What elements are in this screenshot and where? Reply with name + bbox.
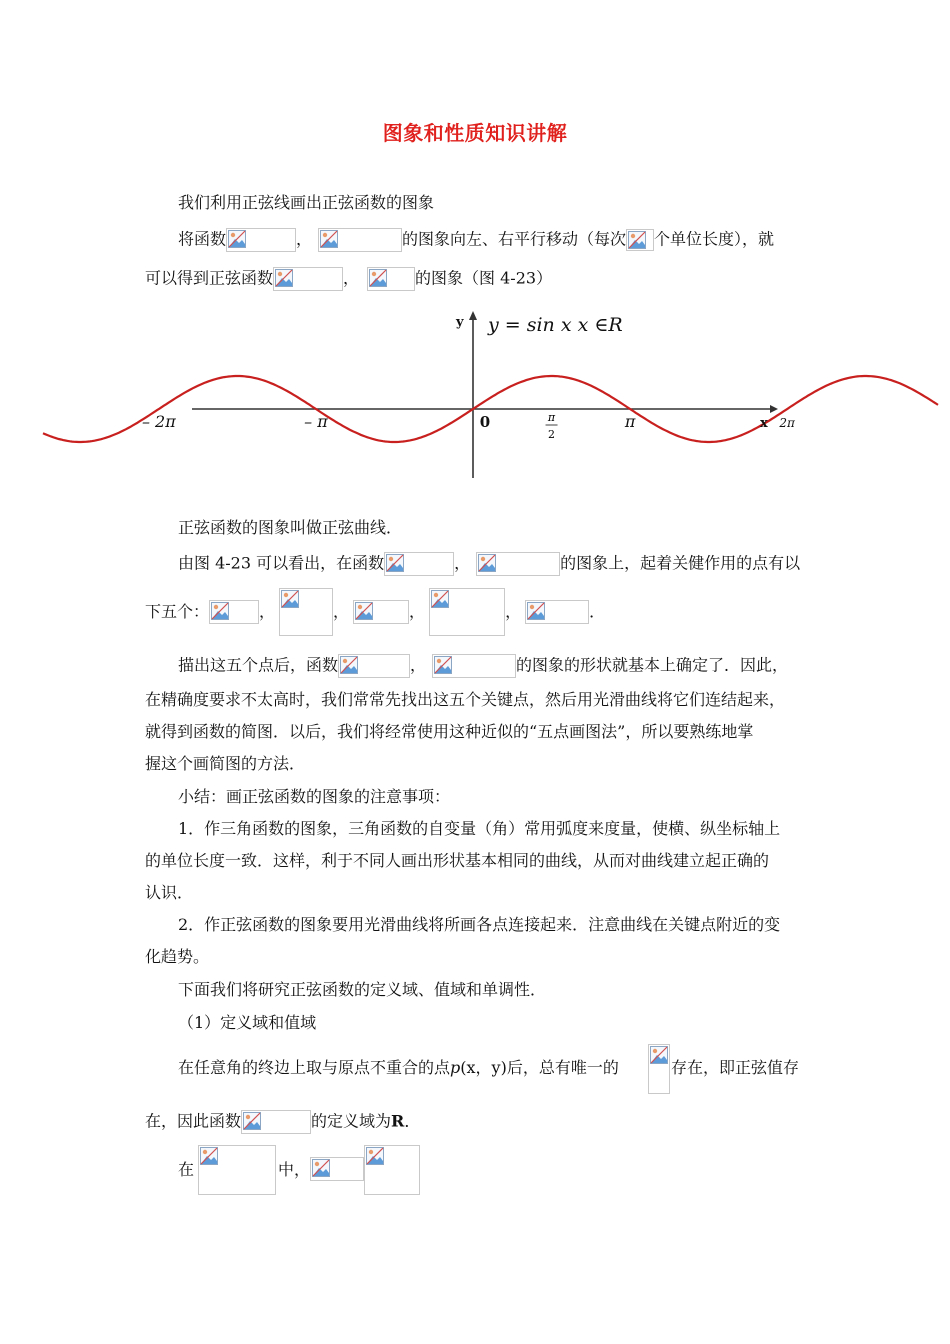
broken-image-icon — [228, 230, 246, 248]
paragraph-text: 在精确度要求不太高时，我们常常先找出这五个关键点，然后用光滑曲线将它们连结起来， — [145, 690, 786, 709]
tick-label-fraction — [546, 411, 558, 441]
text-segment: ． — [404, 1111, 421, 1131]
text-segment: 的图象的形状就基本上确定了．因此， — [516, 655, 789, 675]
formula-image — [338, 654, 410, 678]
text-segment: 在，因此函数 — [145, 1111, 242, 1131]
svg-text:π: π — [547, 411, 556, 424]
summary-heading: 小结：画正弦函数的图象的注意事项： — [178, 787, 451, 806]
paragraph-text: 就得到函数的简图．以后，我们将经常使用这种近似的“五点画图法”，所以要熟练地掌 — [145, 722, 754, 741]
text-segment: 的图象向左、右平行移动（每次 — [402, 229, 627, 249]
svg-text:2: 2 — [548, 428, 556, 441]
formula-image — [241, 1110, 311, 1134]
broken-image-icon — [369, 269, 387, 287]
formula-image — [279, 588, 333, 636]
paragraph-text: 化趋势。 — [145, 947, 210, 966]
paragraph-domain-end: 存在，即正弦值存 — [671, 1058, 800, 1077]
tick-label: – π — [304, 412, 328, 431]
broken-image-icon — [628, 231, 646, 249]
formula-image — [364, 1145, 420, 1195]
text-segment: ， — [333, 602, 350, 621]
broken-image-icon — [366, 1147, 384, 1165]
formula-image — [273, 267, 343, 291]
broken-image-icon — [200, 1147, 218, 1165]
chart-title: y = sin x x ∈R — [488, 314, 623, 336]
text-segment: (x，y)后，总有唯一的 — [460, 1058, 619, 1077]
text-segment: ， — [409, 602, 426, 621]
broken-image-icon — [211, 602, 229, 620]
text-segment: 在 — [178, 1160, 195, 1179]
broken-image-icon — [275, 269, 293, 287]
paragraph-domain — [178, 1058, 619, 1078]
paragraph-sine-curve: 正弦函数的图象叫做正弦曲线． — [178, 518, 403, 537]
formula-image — [318, 228, 402, 252]
text-segment: ， — [454, 553, 471, 573]
x-axis-arrow — [770, 405, 778, 413]
broken-image-icon — [431, 590, 449, 608]
paragraph-shift — [178, 228, 774, 252]
y-axis-arrow — [469, 311, 477, 320]
page-title: 图象和性质知识讲解 — [382, 121, 568, 145]
formula-image — [525, 600, 589, 624]
formula-image — [198, 1145, 276, 1195]
text-segment: 的图象（图 4-23） — [415, 268, 553, 288]
sine-curve-chart — [141, 308, 795, 488]
summary-item-1: 1．作三角函数的图象，三角函数的自变量（角）常用弧度来度量，使横、纵坐标轴上 — [178, 819, 781, 838]
tick-label: 2π — [779, 416, 795, 430]
paragraph-intro: 我们利用正弦线画出正弦函数的图象 — [178, 193, 435, 212]
paragraph-key-points — [178, 552, 800, 576]
text-segment: ， — [343, 268, 360, 288]
formula-image — [310, 1157, 364, 1181]
paragraph-text: 握这个画简图的方法． — [145, 754, 306, 773]
tick-label: π — [624, 412, 636, 431]
text-segment: 的定义域为 — [311, 1111, 392, 1131]
text-segment: 个单位长度），就 — [654, 229, 775, 249]
paragraph-text: 下面我们将研究正弦函数的定义域、值域和单调性． — [178, 980, 547, 999]
x-axis-label: x — [760, 416, 768, 431]
formula-image — [226, 228, 296, 252]
text-segment: p — [450, 1058, 461, 1077]
broken-image-icon — [478, 554, 496, 572]
text-segment: 中， — [278, 1160, 311, 1179]
tick-label: 0 — [479, 413, 491, 431]
broken-image-icon — [340, 656, 358, 674]
formula-image — [384, 552, 454, 576]
paragraph-shape — [178, 654, 788, 678]
text-segment: 描出这五个点后，函数 — [178, 655, 339, 675]
broken-image-icon — [527, 602, 545, 620]
text-segment: ， — [410, 655, 427, 675]
paragraph-text: 认识． — [145, 883, 194, 902]
broken-image-icon — [281, 590, 299, 608]
text-segment: 下五个： — [145, 602, 210, 621]
text-segment: ， — [505, 602, 522, 621]
formula-image — [626, 229, 654, 251]
formula-image — [648, 1044, 670, 1094]
broken-image-icon — [243, 1112, 261, 1130]
broken-image-icon — [434, 656, 452, 674]
text-segment: ． — [589, 602, 606, 621]
text-segment: ， — [259, 602, 276, 621]
text-segment: ， — [296, 229, 313, 249]
paragraph-five-points — [145, 588, 605, 638]
formula-image — [432, 654, 516, 678]
broken-image-icon — [320, 230, 338, 248]
text-segment: R — [391, 1111, 405, 1131]
text-segment: 可以得到正弦函数 — [145, 268, 274, 288]
paragraph-text: 的单位长度一致．这样，利于不同人画出形状基本相同的曲线，从而对曲线建立起正确的 — [145, 851, 770, 870]
broken-image-icon — [312, 1159, 330, 1177]
summary-item-2: 2．作正弦函数的图象要用光滑曲线将所画各点连接起来．注意曲线在关键点附近的变 — [178, 915, 781, 934]
text-segment: 在任意角的终边上取与原点不重合的点 — [178, 1058, 451, 1077]
broken-image-icon — [650, 1046, 668, 1064]
text-segment: 由图 4-23 可以看出，在函数 — [178, 553, 385, 573]
text-segment: 的图象上，起着关健作用的点有以 — [560, 553, 801, 573]
paragraph-shift-cont — [145, 267, 552, 291]
text-segment: 将函数 — [178, 229, 227, 249]
formula-image — [367, 267, 415, 291]
broken-image-icon — [386, 554, 404, 572]
formula-image — [353, 600, 409, 624]
section-heading-domain-range: （1）定义域和值域 — [178, 1013, 317, 1032]
formula-image — [476, 552, 560, 576]
tick-label: – 2π — [141, 412, 176, 431]
paragraph-domain-cont — [145, 1110, 420, 1134]
broken-image-icon — [355, 602, 373, 620]
formula-image — [209, 600, 259, 624]
formula-image — [429, 588, 505, 636]
y-axis-label: y — [456, 315, 464, 330]
